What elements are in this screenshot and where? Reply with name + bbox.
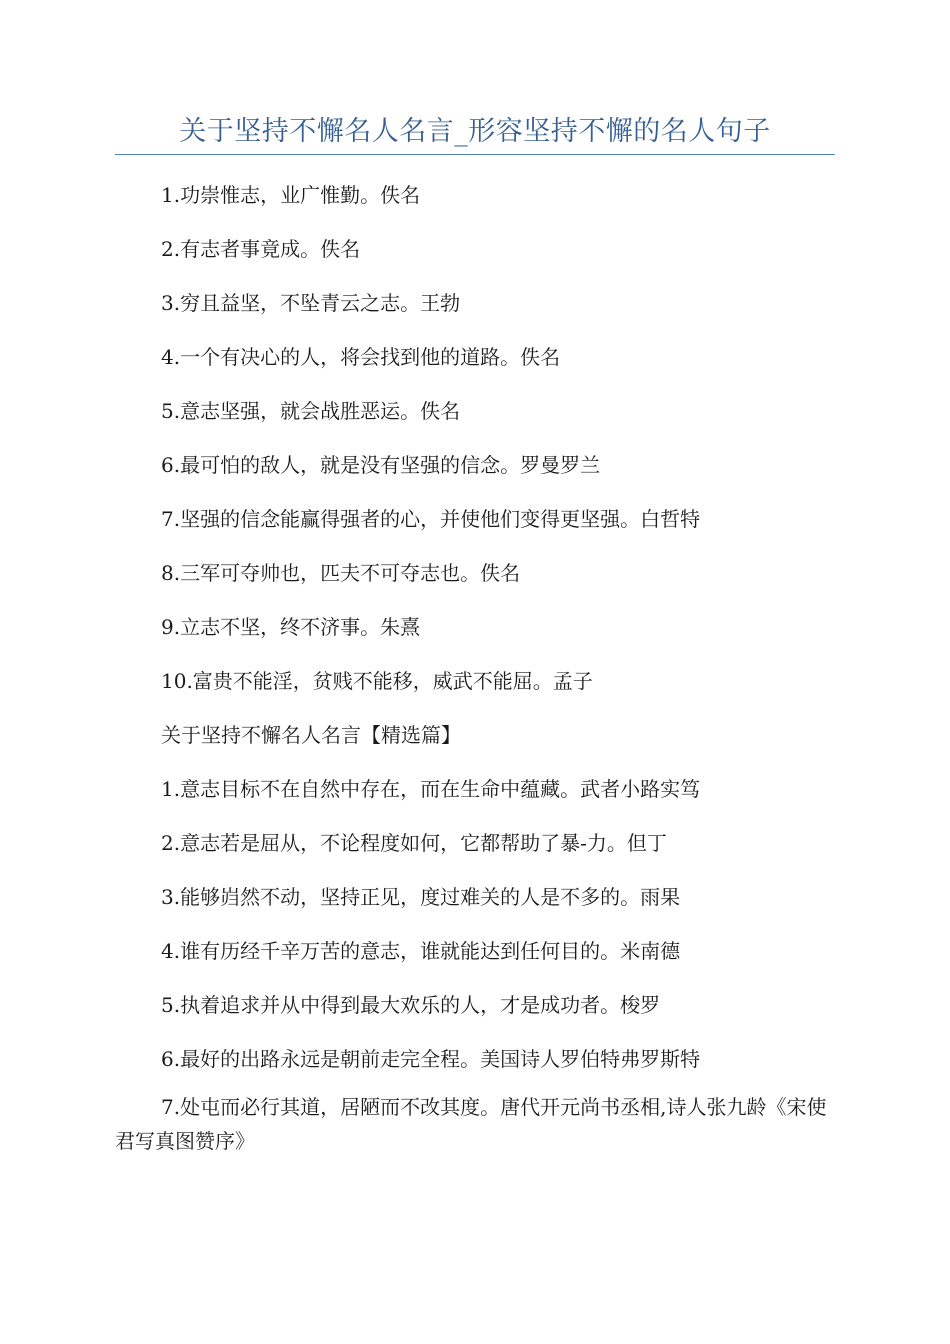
quote-line: 3.能够岿然不动，坚持正见，度过难关的人是不多的。雨果 (161, 885, 681, 909)
quote-paragraph: 7.处屯而必行其道，居陋而不改其度。唐代开元尚书丞相,诗人张九龄《宋使君写真图赞序》 (115, 1095, 827, 1153)
section-heading: 关于坚持不懈名人名言【精选篇】 (161, 723, 461, 747)
quote-line: 10.富贵不能淫，贫贱不能移，威武不能屈。孟子 (161, 669, 593, 693)
quote-line: 9.立志不坚，终不济事。朱熹 (161, 615, 421, 639)
quote-line: 2.有志者事竟成。佚名 (161, 237, 361, 261)
quote-line: 5.意志坚强，就会战胜恶运。佚名 (161, 399, 461, 423)
quote-line: 4.谁有历经千辛万苦的意志，谁就能达到任何目的。米南德 (161, 939, 681, 963)
quote-line: 4.一个有决心的人，将会找到他的道路。佚名 (161, 345, 561, 369)
quote-line: 1.功崇惟志，业广惟勤。佚名 (161, 183, 421, 207)
quote-line: 3.穷且益坚，不坠青云之志。王勃 (161, 291, 461, 315)
title-underline (115, 154, 835, 155)
quote-line: 1.意志目标不在自然中存在，而在生命中蕴藏。武者小路实笃 (161, 777, 701, 801)
quote-line: 6.最好的出路永远是朝前走完全程。美国诗人罗伯特弗罗斯特 (161, 1047, 701, 1071)
quote-line: 8.三军可夺帅也，匹夫不可夺志也。佚名 (161, 561, 521, 585)
quote-line: 5.执着追求并从中得到最大欢乐的人，才是成功者。梭罗 (161, 993, 661, 1017)
document-body (115, 172, 835, 1158)
quote-line: 2.意志若是屈从，不论程度如何，它都帮助了暴-力。但丁 (161, 831, 667, 855)
quote-line: 6.最可怕的敌人，就是没有坚强的信念。罗曼罗兰 (161, 453, 601, 477)
document-title: 关于坚持不懈名人名言_形容坚持不懈的名人句子 (179, 116, 771, 147)
quote-line: 7.坚强的信念能赢得强者的心，并使他们变得更坚强。白哲特 (161, 507, 701, 531)
